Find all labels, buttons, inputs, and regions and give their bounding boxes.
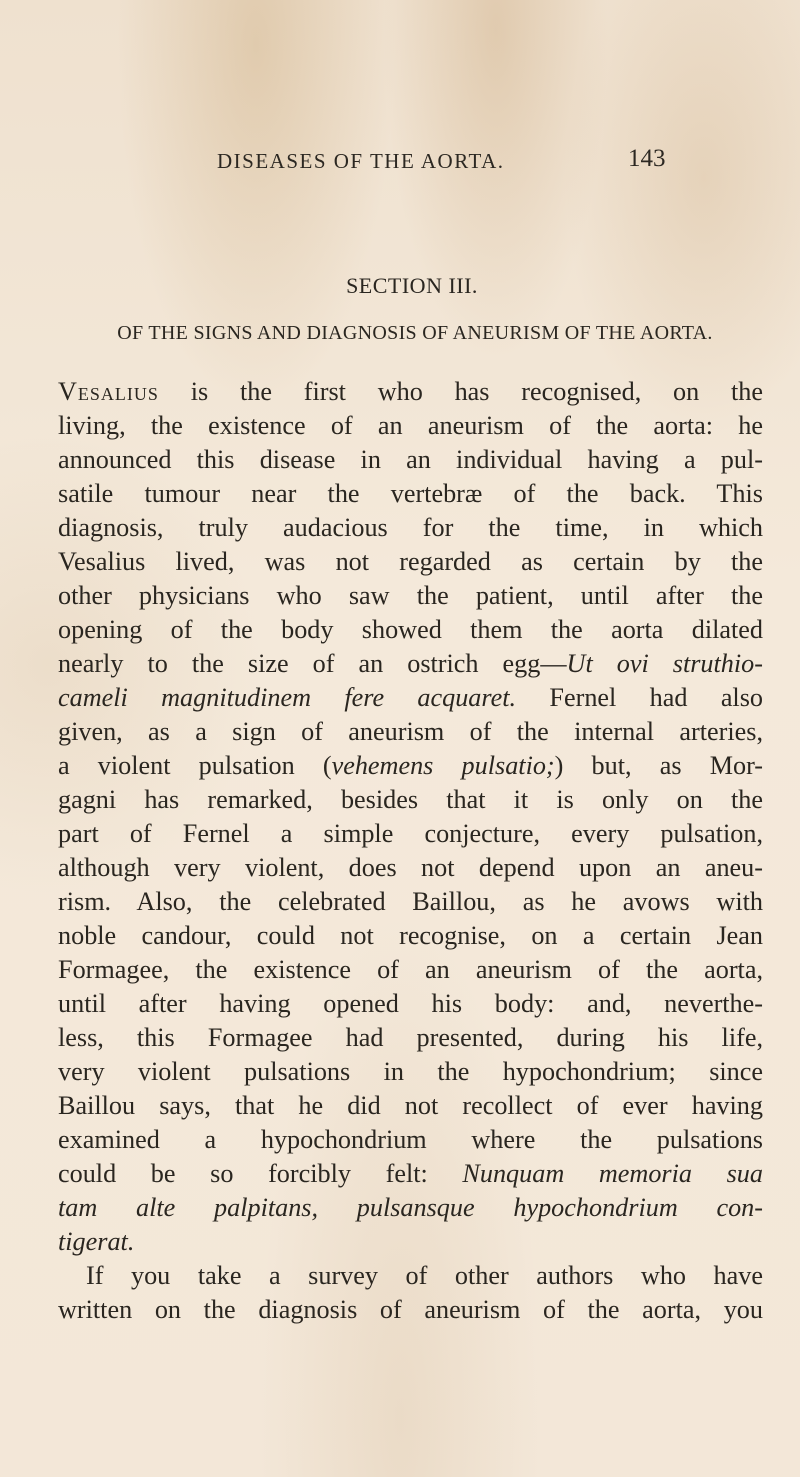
text-line <box>58 477 763 511</box>
line-text: given, as a sign of aneurism of the internal arteries, <box>58 717 763 746</box>
line-text: diagnosis, truly audacious for the time, in which <box>58 513 763 542</box>
running-head <box>0 145 800 181</box>
text-line <box>58 987 763 1021</box>
italic-text: vehemens pulsatio; <box>331 751 555 780</box>
line-text: gagni has remarked, besides that it is only on the <box>58 785 763 814</box>
line-text: very violent pulsations in the hypochondrium; since <box>58 1057 763 1086</box>
text-line <box>58 1259 763 1293</box>
line-text: opening of the body showed them the aorta dilated <box>58 615 763 644</box>
line-text: a violent pulsation ( <box>58 751 332 780</box>
line-text: announced this disease in an individual having a pul- <box>58 445 763 474</box>
line-text: less, this Formagee had presented, during his life, <box>58 1023 763 1052</box>
italic-text: tam alte palpitans, pulsansque hypochondrium con- <box>58 1193 763 1222</box>
body-text <box>58 375 763 1327</box>
line-text: satile tumour near the vertebræ of the back. This <box>58 479 763 508</box>
text-line <box>58 1157 763 1191</box>
text-line <box>58 1055 763 1089</box>
text-line <box>58 613 763 647</box>
text-line <box>58 579 763 613</box>
line-text: examined a hypochondrium where the pulsations <box>58 1125 763 1154</box>
line-text: could be so forcibly felt: <box>58 1159 463 1188</box>
text-line <box>58 443 763 477</box>
italic-text: tigerat. <box>58 1227 135 1256</box>
line-text: Formagee, the existence of an aneurism of the aorta, <box>58 955 763 984</box>
text-line <box>58 409 763 443</box>
text-line <box>58 715 763 749</box>
running-title: DISEASES OF THE AORTA. <box>217 149 505 173</box>
text-line <box>58 953 763 987</box>
line-text: living, the existence of an aneurism of the aorta: he <box>58 411 763 440</box>
text-line <box>58 545 763 579</box>
line-text: nearly to the size of an ostrich egg— <box>58 649 567 678</box>
text-line <box>58 647 763 681</box>
text-line <box>58 1191 763 1225</box>
text-line <box>58 1021 763 1055</box>
text-line <box>58 1089 763 1123</box>
line-text: ) but, as Mor- <box>554 751 764 780</box>
smallcaps-text: Vesalius <box>58 377 159 406</box>
text-line <box>58 1293 763 1327</box>
text-line <box>58 1225 763 1259</box>
text-line <box>58 1123 763 1157</box>
line-text: although very violent, does not depend upon an aneu- <box>58 853 763 882</box>
line-text: is the first who has recognised, on the <box>158 377 763 406</box>
line-text: Vesalius lived, was not regarded as certain by the <box>58 547 763 576</box>
section-title: SECTION III. <box>346 273 478 298</box>
line-text: other physicians who saw the patient, until after the <box>58 581 763 610</box>
italic-text: cameli magnitudinem fere acquaret. <box>58 683 517 712</box>
text-line <box>58 851 763 885</box>
line-text: Fernel had also <box>516 683 763 712</box>
page-number: 143 <box>628 145 666 172</box>
text-line <box>58 749 763 783</box>
line-text: Baillou says, that he did not recollect of ever having <box>58 1091 763 1120</box>
text-line <box>58 511 763 545</box>
line-text: noble candour, could not recognise, on a certain Jean <box>58 921 763 950</box>
text-line <box>58 919 763 953</box>
line-text: part of Fernel a simple conjecture, every pulsation, <box>58 819 763 848</box>
line-text: until after having opened his body: and, neverthe- <box>58 989 763 1018</box>
text-line <box>58 817 763 851</box>
text-line <box>58 375 763 409</box>
line-text: rism. Also, the celebrated Baillou, as he avows with <box>58 887 763 916</box>
italic-text: Nunquam memoria sua <box>462 1159 763 1188</box>
italic-text: Ut ovi struthio- <box>566 649 763 678</box>
text-line <box>58 681 763 715</box>
section-subtitle: OF THE SIGNS AND DIAGNOSIS OF ANEURISM OF THE AORTA. <box>117 322 713 344</box>
line-text: If you take a survey of other authors who have <box>86 1261 763 1290</box>
line-text: written on the diagnosis of aneurism of the aorta, you <box>58 1295 763 1324</box>
text-line <box>58 885 763 919</box>
text-line <box>58 783 763 817</box>
